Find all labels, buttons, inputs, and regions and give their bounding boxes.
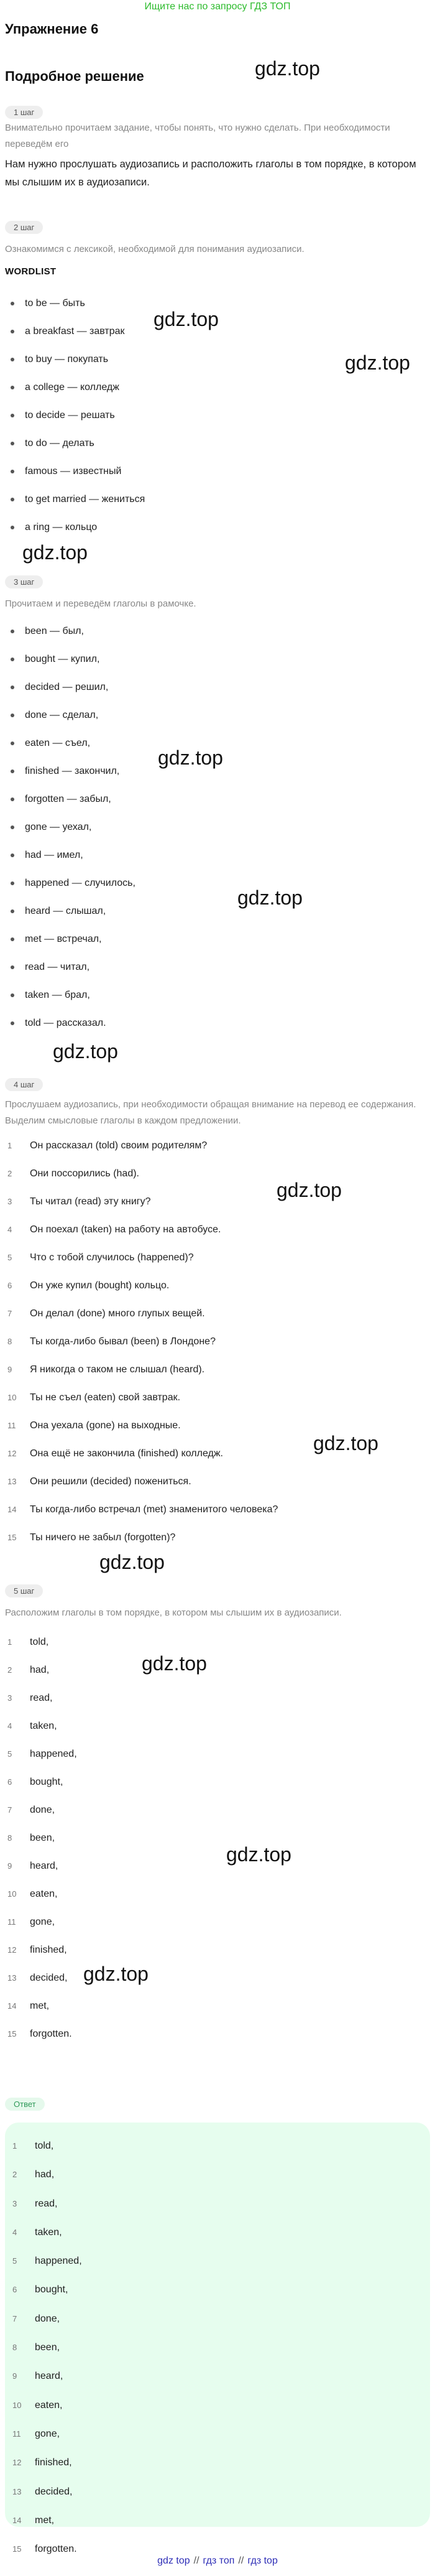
step-badge: 4 шаг — [5, 1078, 43, 1091]
step-description: Расположим глаголы в том порядке, в котором мы слышим их в аудиозаписи. — [5, 1607, 342, 1618]
wordlist — [0, 297, 145, 549]
answer-list — [5, 2140, 82, 2572]
list-item: taken — брал, — [0, 989, 135, 1017]
watermark: gdz.top — [226, 1843, 291, 1866]
list-item: 8 Ты когда-либо бывал (been) в Лондоне? — [7, 1336, 216, 1347]
list-item: to buy — покупать — [0, 353, 145, 381]
list-item: 14 Ты когда-либо встречал (met) знаменитого человека? — [7, 1504, 278, 1515]
step-badge: 5 шаг — [5, 1584, 43, 1597]
list-item: 7 done, — [12, 2313, 60, 2324]
footer-links — [0, 2555, 435, 2567]
watermark: gdz.top — [158, 746, 223, 769]
list-item: to decide — решать — [0, 409, 145, 437]
list-item: finished — закончил, — [0, 765, 135, 793]
footer-separator: // — [238, 2555, 244, 2566]
list-item: 4 taken, — [12, 2226, 62, 2238]
list-item: 1 told, — [12, 2141, 54, 2151]
list-item: 14 met, — [12, 2514, 55, 2526]
list-item: had — имел, — [0, 849, 135, 877]
list-item: eaten — съел, — [0, 737, 135, 765]
list-item: 6 bought, — [7, 1777, 63, 1787]
list-item: 3 read, — [7, 1693, 53, 1703]
watermark: gdz.top — [99, 1551, 165, 1573]
watermark: gdz.top — [142, 1652, 207, 1675]
list-item: done — сделал, — [0, 709, 135, 737]
list-item: 1 told, — [7, 1637, 49, 1647]
list-item: 5 happened, — [12, 2256, 82, 2267]
list-item: decided — решил, — [0, 681, 135, 709]
list-item: 8 been, — [7, 1833, 55, 1843]
list-item: 14 met, — [7, 2001, 50, 2011]
page-title: Упражнение 6 — [5, 21, 99, 37]
list-item: told — рассказал. — [0, 1017, 135, 1045]
list-item: 4 taken, — [7, 1721, 57, 1731]
list-item: 7 done, — [7, 1805, 55, 1815]
list-item: 13 decided, — [7, 1973, 68, 1983]
list-item: 5 happened, — [7, 1749, 77, 1759]
step-badge: 3 шаг — [5, 575, 43, 588]
list-item: 11 gone, — [12, 2428, 60, 2439]
step-description: Прослушаем аудиозапись, при необходимости обращая внимание на перевод ее содержания. Выделим смысловые глаголы в каждом предложении. — [5, 1099, 416, 1126]
list-item: 6 bought, — [12, 2284, 68, 2295]
answer-badge: Ответ — [5, 2098, 45, 2111]
list-item: 7 Он делал (done) много глупых вещей. — [7, 1308, 205, 1319]
watermark: gdz.top — [237, 886, 303, 909]
list-item: 12 finished, — [12, 2457, 72, 2468]
list-item: 15 Ты ничего не забыл (forgotten)? — [7, 1532, 176, 1543]
footer-link[interactable]: гдз top — [247, 2555, 278, 2566]
list-item: 10 eaten, — [7, 1889, 58, 1899]
list-item: 10 Ты не съел (eaten) свой завтрак. — [7, 1392, 181, 1403]
step-description: Внимательно прочитаем задание, чтобы понять, что нужно сделать. При необходимости переведём его — [5, 123, 390, 149]
list-item: 13 Они решили (decided) пожениться. — [7, 1476, 191, 1487]
solution-heading: Подробное решение — [5, 68, 144, 84]
list-item: read — читал, — [0, 961, 135, 989]
list-item: 2 had, — [12, 2169, 55, 2180]
list-item: 3 read, — [12, 2198, 58, 2209]
list-item: 9 heard, — [12, 2371, 63, 2382]
list-item: to be — быть — [0, 297, 145, 325]
footer-separator: // — [193, 2555, 199, 2566]
list-item: 12 Она ещё не закончила (finished) колледж. — [7, 1448, 223, 1459]
list-item: bought — купил, — [0, 653, 135, 681]
footer-link[interactable]: гдз топ — [203, 2555, 235, 2566]
list-item: happened — случилось, — [0, 877, 135, 905]
step-text: Нам нужно прослушать аудиозапись и расположить глаголы в том порядке, в котором мы слышим их в аудиозаписи. — [5, 159, 416, 188]
list-item: to do — делать — [0, 437, 145, 465]
watermark: gdz.top — [277, 1179, 342, 1201]
step-description: Прочитаем и переведём глаголы в рамочке. — [5, 598, 196, 609]
list-item: 10 eaten, — [12, 2399, 63, 2411]
list-item: a breakfast — завтрак — [0, 325, 145, 353]
list-item: 9 heard, — [7, 1861, 58, 1871]
list-item: 1 Он рассказал (told) своим родителям? — [7, 1140, 208, 1151]
list-item: 6 Он уже купил (bought) кольцо. — [7, 1280, 170, 1291]
list-item: 11 Она уехала (gone) на выходные. — [7, 1420, 181, 1431]
list-item: a ring — кольцо — [0, 521, 145, 549]
watermark: gdz.top — [53, 1040, 118, 1062]
watermark: gdz.top — [313, 1432, 378, 1454]
watermark: gdz.top — [153, 308, 219, 330]
watermark: gdz.top — [83, 1963, 149, 1985]
list-item: met — встречал, — [0, 933, 135, 961]
list-item: 2 had, — [7, 1665, 50, 1675]
footer-link[interactable]: gdz top — [157, 2555, 190, 2566]
step-description: Ознакомимся с лексикой, необходимой для понимания аудиозаписи. — [5, 244, 304, 254]
wordlist-title: WORDLIST — [5, 266, 57, 277]
top-banner[interactable]: Ищите нас по запросу ГДЗ ТОП — [144, 1, 291, 12]
step-badge: 1 шаг — [5, 106, 43, 119]
list-item: 11 gone, — [7, 1917, 55, 1927]
watermark: gdz.top — [22, 541, 88, 564]
list-item: 12 finished, — [7, 1945, 67, 1955]
list-item: gone — уехал, — [0, 821, 135, 849]
ordered-verb-list — [0, 1636, 77, 2056]
list-item: 8 been, — [12, 2342, 60, 2353]
list-item: to get married — жениться — [0, 493, 145, 521]
watermark: gdz.top — [255, 57, 320, 80]
list-item: 2 Они поссорились (had). — [7, 1168, 139, 1179]
watermark: gdz.top — [345, 351, 410, 374]
list-item: forgotten — забыл, — [0, 793, 135, 821]
list-item: 3 Ты читал (read) эту книгу? — [7, 1196, 151, 1207]
list-item: 4 Он поехал (taken) на работу на автобусе. — [7, 1224, 221, 1235]
list-item: 15 forgotten. — [12, 2544, 77, 2555]
sentence-list — [0, 1140, 278, 1560]
list-item: a college — колледж — [0, 381, 145, 409]
verb-list — [0, 625, 135, 1045]
list-item: 13 decided, — [12, 2486, 73, 2497]
list-item: been — был, — [0, 625, 135, 653]
step-badge: 2 шаг — [5, 221, 43, 234]
list-item: famous — известный — [0, 465, 145, 493]
list-item: 5 Что с тобой случилось (happened)? — [7, 1252, 194, 1263]
list-item: heard — слышал, — [0, 905, 135, 933]
list-item: 9 Я никогда о таком не слышал (heard). — [7, 1364, 205, 1375]
list-item: 15 forgotten. — [7, 2029, 72, 2039]
